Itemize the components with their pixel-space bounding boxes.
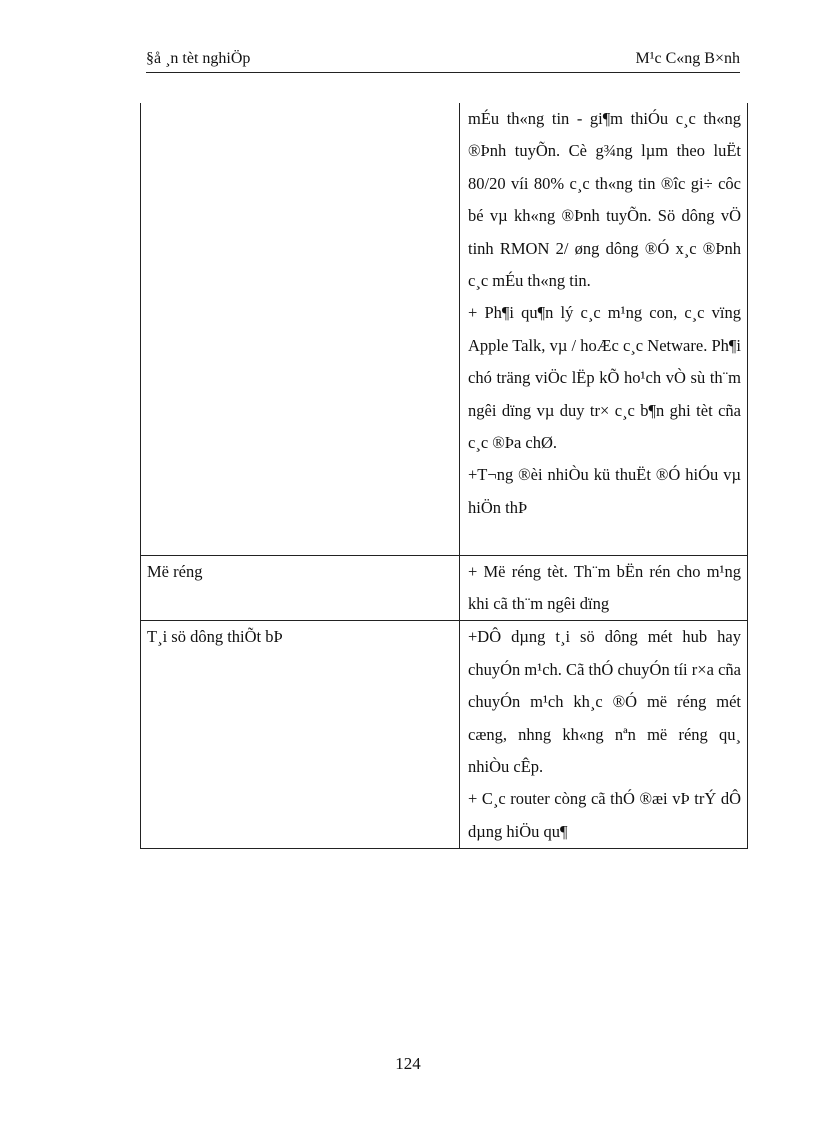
table-cell-label: Më réng (141, 555, 460, 621)
table-cell-description (460, 555, 748, 621)
page-header (146, 50, 740, 73)
cell-paragraph: + Më réng tèt. Th¨m bËn rén cho m¹ng khi cã th¨m ngêi dïng (468, 561, 741, 613)
table-row (141, 555, 748, 621)
table-cell-label: T¸i sö dông thiÕt bÞ (141, 621, 460, 849)
table-cell-description (460, 103, 748, 555)
comparison-table (140, 103, 748, 849)
table-row (141, 103, 748, 555)
header-author: M¹c C«ng B×nh (635, 50, 740, 67)
table-row (141, 621, 748, 849)
header-document-title: §å ¸n tèt nghiÖp (146, 50, 251, 67)
cell-paragraph: +T¬ng ®èi nhiÒu kü thuËt ®Ó hiÓu vµ hiÖn thÞ (468, 465, 741, 517)
cell-paragraph: + Ph¶i qu¶n lý c¸c m¹ng con, c¸c vïng Apple Talk, vµ / hoÆc c¸c Netware. Ph¶i chó träng viÖc lËp kÕ ho¹ch vÒ sù th¨m ngêi dïng vµ duy tr× c¸c b¶n ghi tèt cña c¸c ®Þa chØ. (468, 303, 741, 453)
table-cell-label (141, 103, 460, 555)
cell-paragraph: + C¸c router còng cã thÓ ®æi vÞ trÝ dÔ dµng hiÖu qu¶ (468, 789, 741, 841)
page-number: 124 (395, 1054, 421, 1073)
table-cell-description (460, 621, 748, 849)
cell-paragraph: +DÔ dµng t¸i sö dông mét hub hay chuyÓn m¹ch. Cã thÓ chuyÓn tíi r×a cña chuyÓn m¹ch kh¸c ®Ó më réng mét cæng, nhng kh«ng nªn më réng qu¸ nhiÒu cÊp. (468, 627, 741, 776)
cell-paragraph: mÉu th«ng tin - gi¶m thiÓu c¸c th«ng ®Þnh tuyÕn. Cè g¾ng lµm theo luËt 80/20 víi 80% c¸c th«ng tin ®îc gi÷ côc bé vµ kh«ng ®Þnh tuyÕn. Sö dông vÖ tinh RMON 2/ øng dông ®Ó x¸c ®Þnh c¸c mÉu th«ng tin. (468, 109, 741, 291)
